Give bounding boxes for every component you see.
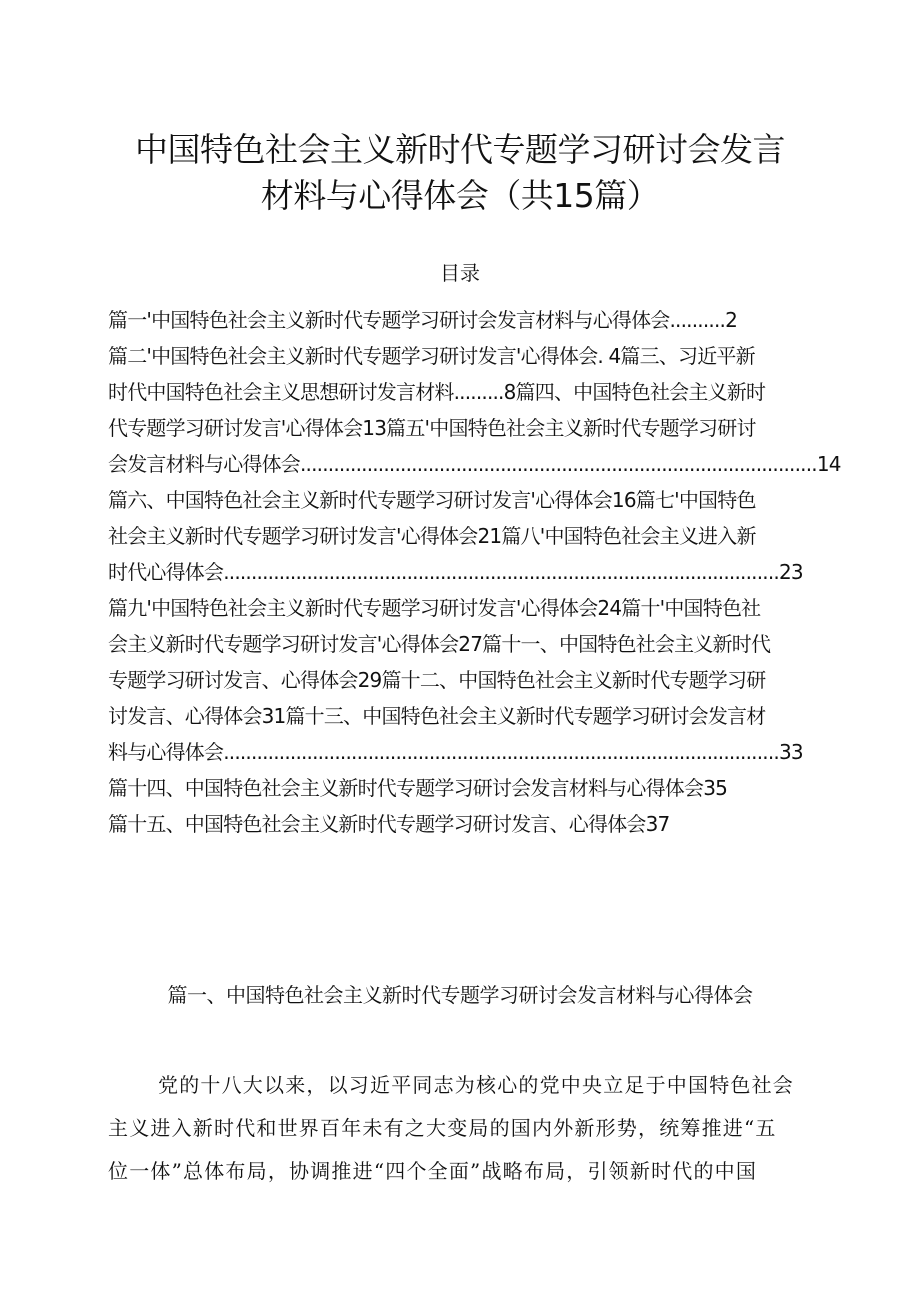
- toc-line: 篇九'中国特色社会主义新时代专题学习研讨发言'心得体会24篇十'中国特色社: [108, 596, 761, 620]
- toc-line: 专题学习研讨发言、心得体会29篇十二、中国特色社会主义新时代专题学习研: [108, 668, 766, 692]
- toc-line: 代专题学习研讨发言'心得体会13篇五'中国特色社会主义新时代专题学习研讨: [108, 416, 756, 440]
- toc-line: 篇六、中国特色社会主义新时代专题学习研讨发言'心得体会16篇七'中国特色: [108, 488, 756, 512]
- toc-line: 篇十四、中国特色社会主义新时代专题学习研讨会发言材料与心得体会35: [108, 776, 728, 800]
- document-title-line-1: 中国特色社会主义新时代专题学习研讨会发言: [135, 130, 785, 169]
- body-line: 位一体”总体布局，协调推进“四个全面”战略布局，引领新时代的中国: [108, 1159, 758, 1183]
- toc-line: 篇一'中国特色社会主义新时代专题学习研讨会发言材料与心得体会..........2: [108, 308, 737, 332]
- toc-line: 时代心得体会....................................................................................................23: [108, 560, 803, 584]
- body-line: 主义进入新时代和世界百年未有之大变局的国内外新形势，统筹推进“五: [108, 1116, 777, 1140]
- toc-line: 会发言材料与心得体会.............................................................................................14: [108, 452, 841, 476]
- toc-line: 社会主义新时代专题学习研讨发言'心得体会21篇八'中国特色社会主义进入新: [108, 524, 756, 548]
- toc-heading: 目录: [440, 261, 480, 285]
- toc-line: 会主义新时代专题学习研讨发言'心得体会27篇十一、中国特色社会主义新时代: [108, 632, 771, 656]
- toc-line: 讨发言、心得体会31篇十三、中国特色社会主义新时代专题学习研讨会发言材: [108, 704, 766, 728]
- document-title-line-2: 材料与心得体会（共15篇）: [260, 176, 660, 215]
- body-paragraph: [108, 1064, 848, 1193]
- table-of-contents: [108, 302, 848, 842]
- body-line: 党的十八大以来，以习近平同志为核心的党中央立足于中国特色社会: [158, 1073, 794, 1097]
- toc-line: 时代中国特色社会主义思想研讨发言材料.........8篇四、中国特色社会主义新时: [108, 380, 766, 404]
- toc-line: 篇十五、中国特色社会主义新时代专题学习研讨发言、心得体会37: [108, 812, 670, 836]
- section-heading: 篇一、中国特色社会主义新时代专题学习研讨会发言材料与心得体会: [167, 983, 753, 1007]
- toc-line: 料与心得体会....................................................................................................33: [108, 740, 803, 764]
- toc-line: 篇二'中国特色社会主义新时代专题学习研讨发言'心得体会. 4篇三、习近平新: [108, 344, 755, 368]
